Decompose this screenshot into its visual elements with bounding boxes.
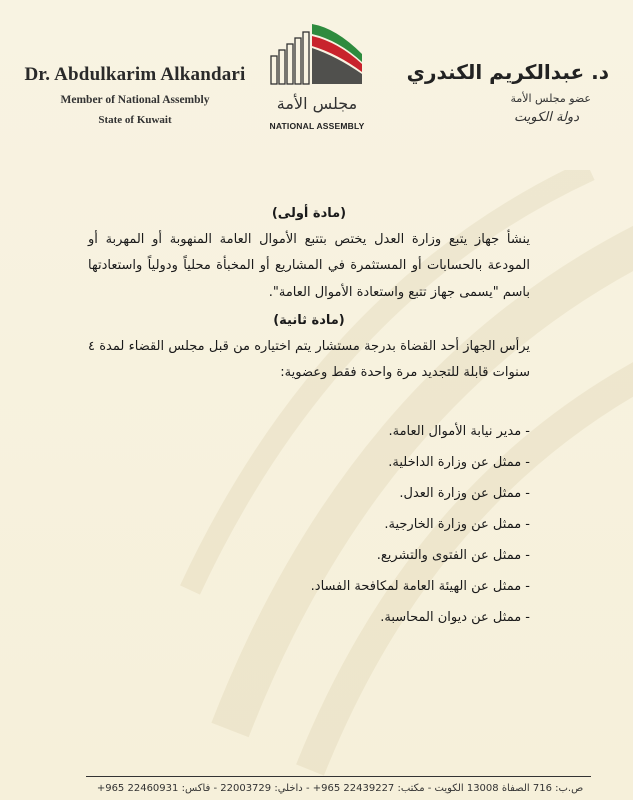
list-item: - ممثل عن الفتوى والتشريع.	[376, 548, 530, 564]
list-item: - ممثل عن ديوان المحاسبة.	[380, 610, 530, 626]
member-role-en: Member of National Assembly	[60, 94, 210, 106]
member-state-ar: دولة الكويت	[514, 110, 579, 125]
header-english	[20, 64, 250, 126]
members-list	[88, 416, 530, 633]
header-arabic	[399, 60, 609, 125]
member-role-ar: عضو مجلس الأمة	[510, 92, 591, 105]
article-2-heading: (مادة ثانية)	[273, 312, 345, 328]
logo-arabic-text: مجلس الأمة	[276, 94, 358, 113]
article-1-text: ينشأ جهاز يتبع وزارة العدل يختص بتتبع الأموال العامة المنهوبة أو المهربة أو المودعة بالحسابات أو المستثمرة في المشاريع أو المخبأة محلياً ودولياً واستعادتها باسم "يسمى جهاز تتبع واستعادة الأموال العامة".	[88, 232, 530, 300]
footer-divider	[86, 776, 591, 777]
list-item: - ممثل عن وزارة العدل.	[399, 486, 530, 502]
national-assembly-logo	[266, 20, 368, 135]
logo-english-text: NATIONAL ASSEMBLY	[269, 121, 365, 131]
list-item: - ممثل عن وزارة الخارجية.	[384, 517, 530, 533]
list-item: - ممثل عن الهيئة العامة لمكافحة الفساد.	[310, 579, 530, 595]
assembly-emblem-icon	[266, 20, 368, 92]
article-2-text: يرأس الجهاز أحد القضاة بدرجة مستشار يتم اختياره من قبل مجلس القضاء لمدة ٤ سنوات قابلة للتجديد مرة واحدة فقط وعضوية:	[88, 338, 530, 381]
list-item: - ممثل عن وزارة الداخلية.	[388, 455, 530, 471]
letter-body	[88, 206, 530, 633]
member-name-en: Dr. Abdulkarim Alkandari	[24, 64, 246, 85]
list-item: - مدير نيابة الأموال العامة.	[388, 424, 530, 440]
member-name-ar: د. عبدالكريم الكندري	[406, 60, 609, 84]
footer-contact: ص.ب: 716 الصفاة 13008 الكويت - مكتب: 22439227 965+ - داخلي: 22003729 - فاكس: 22460931 965+	[96, 783, 584, 794]
member-state-en: State of Kuwait	[98, 114, 172, 126]
article-1-heading: (مادة أولى)	[271, 206, 347, 221]
